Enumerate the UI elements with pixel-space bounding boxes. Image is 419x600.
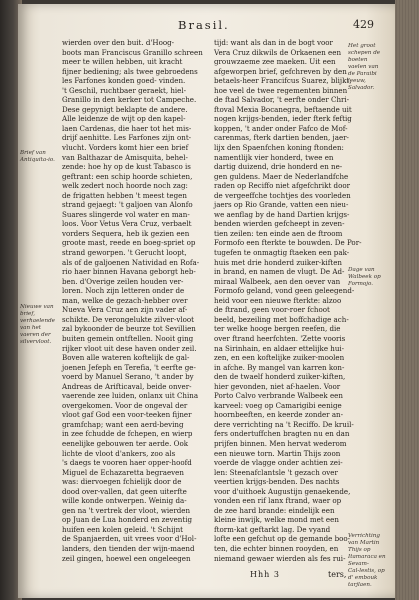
text-line: Formofo geland, vond geen geleegend- [214, 286, 355, 296]
text-line: miraal Walbeek, aen den oever van [214, 276, 341, 286]
text-line: man, welke de gezach-hebber over [62, 295, 188, 305]
text-line: dere verrichting na 't Reciffo. De kruil- [214, 419, 354, 429]
text-line: betaels-heer Francifcus Suarez, blijkt, [214, 76, 352, 86]
text-line: carenmas, fterk dartien benden, jaer- [214, 133, 349, 143]
text-line: zeil gingen, hoewel een ongeleegen [62, 553, 191, 563]
text-line: karveel: voeg op Camarigibi eenige [214, 400, 342, 410]
text-line: tijd: want als dan in de bogt voor [214, 38, 333, 47]
text-line: strand gejaegt: 't galjoen van Alonfo [62, 200, 193, 210]
text-line: ten, die echter binnen rooyden, en [214, 543, 339, 553]
text-line: joenen Jefeph en Terefia, 't eerfte ge- [62, 362, 196, 372]
text-line: in afche. By mangel van karren kon- [214, 362, 345, 372]
text-line: in zee fchudde de fchepen, en wierp [62, 429, 193, 439]
text-line: namentlijk vier honderd, twee en [214, 152, 334, 162]
text-line: de ftad Salvador, 't eerfte onder Chri- [214, 95, 350, 105]
text-line: strand geworpen. 't Gerucht loopt, [62, 248, 187, 258]
text-line: vloot gaf God een voor-teeken fijner [62, 410, 192, 420]
text-line: ftoval Mexia Bocanegra, beftaende uit [214, 104, 352, 114]
text-line: van Balthazar de Amisquita, behel- [62, 152, 188, 162]
margin-note-left-1: Brief van Antiquita‑io. [20, 150, 55, 163]
text-line: 's daegs te vooren haer opper-hoofd [62, 458, 192, 468]
text-line: Suares slingerde vol water en man- [62, 209, 190, 219]
text-line: den de twaelf honderd zuiker-kiften, [214, 372, 346, 382]
text-line: fijner bediening; als twee gebroedens [62, 66, 198, 76]
text-line: veertien krijgs-benden. Des nachts [214, 477, 340, 487]
text-line: les Farfones konden goed- vinden. [62, 76, 186, 86]
text-line: dartig duizend, drie honderd en ne- [214, 162, 343, 172]
text-line: Dese gepynigt beklapte de andere. [62, 104, 188, 114]
text-line: vonden een rif lanx ftrand, waer op [214, 496, 342, 506]
text-line: Miguel de Echazaretta begraeven [62, 467, 184, 477]
text-line: welk zedert noch hoorde noch zag: [62, 181, 188, 191]
text-line: Vera Cruz dikwils de Orkaenen een [214, 47, 342, 57]
text-line: koppen, 't ander onder Fafco de Mof- [214, 123, 348, 133]
text-line: ftorm-kat geftarkt lag. De vyand [214, 524, 331, 534]
text-column-right [214, 38, 362, 563]
text-line: was: diervoegen fchielijk door de [62, 477, 182, 487]
text-line: huifen een kolen geleid. 't Schijnt [62, 524, 184, 534]
text-line: niemand gewaer wierden als fes rui- [214, 553, 346, 563]
book-page [18, 4, 396, 598]
text-column-left [62, 38, 203, 563]
text-line: prijfen binnen. Men hervat wederom [214, 438, 347, 448]
margin-note-right-1: Het groot schepen de boeten vaelen van de Paraibi leeuw, Salvador. [348, 43, 381, 91]
text-line: als of de galjoenen Natividad en Rofa- [62, 257, 200, 267]
margin-note-left-2: Nieuwe van brief, verhaelende van het vaeren der silvervloot. [20, 304, 55, 345]
text-line: nogen krijgs-benden, ieder fterk feftig [214, 114, 352, 124]
text-line: voerde de vlagge onder achtien zei- [214, 458, 343, 468]
text-line: vaerende zee luiden, onlanx uit China [62, 391, 199, 401]
text-line: Nueva Vera Cruz aen zijn vader af- [62, 305, 188, 315]
text-line: de zee hard brande: eindelijk een [214, 505, 335, 515]
text-line: Boven alle wateren koftelijk de gal- [62, 353, 190, 363]
text-line: zen, en een koftelijke zuiker-moolen [214, 353, 345, 363]
text-line: gen na 't vertrek der vloot, wierden [62, 505, 191, 515]
text-line: vlucht. Vorders komt hier een brief [62, 143, 189, 153]
text-line: hoe veel de twee regementen binnen [214, 85, 348, 95]
text-line: lijx den Spaenfchen koning ftonden: [214, 143, 344, 153]
text-line: schikte. De verongelukte zilver-vloot [62, 314, 194, 324]
text-line: zende: hoe hy op de kust Tabasco is [62, 162, 191, 172]
text-line: ter welke hooge bergen reefen, die [214, 324, 341, 334]
text-line: hier gevonden, niet af-haelen. Voor [214, 381, 341, 391]
text-line: Granillo in den kerker tot Campeche. [62, 95, 197, 105]
text-line: zal bykoonder de beurze tot Sevillien [62, 324, 196, 334]
running-title: Brasil. [178, 18, 230, 32]
text-line: Formofo een fterkte te bouwden. De Por- [214, 238, 362, 248]
text-line: fers ondertuffchen bragten nu en dan [214, 429, 350, 439]
text-line: meer te willen hebben, uit kracht [62, 57, 183, 67]
signature-mark: Hhh 3 [250, 570, 280, 579]
text-line: Andreas de Arifticaval, beide onver- [62, 381, 192, 391]
text-line: loos. Voor Vetus Vera Cruz, verbaelt [62, 219, 192, 229]
text-line: wille konde ontwerpen. Weinig da- [62, 496, 187, 506]
catchword: ters, [328, 570, 347, 579]
text-line: Porto Calvo verbrande Walbeek een [214, 391, 343, 401]
page-footer [18, 570, 396, 584]
text-line: vorders Sequera, heb ik gezien een [62, 228, 190, 238]
margin-note-right-2: Dage van Walbeek op Formojo. [348, 267, 381, 287]
text-line: eenelijke gebouwen ter aerde. Ook [62, 438, 189, 448]
text-line: in brand, en namen de vlugt. De Ad- [214, 267, 345, 277]
text-line: een nieuwe torn. Martin Thijs zoon [214, 448, 341, 458]
text-line: tugefen te onmagtig ftaeken een pak- [214, 248, 350, 258]
page-number: 429 [353, 18, 374, 31]
text-line: loren. Noch zijn letteren onder de [62, 286, 185, 296]
text-line: gen guldens. Maer de Nederlandfche [214, 171, 349, 181]
text-line: len: Steenafclantsle 't gezach over [214, 467, 338, 477]
text-line: de vergeeffche tochtjes des voorleden [214, 190, 351, 200]
text-line: de ftrand, geen voor-roer fchoot [214, 305, 330, 315]
text-line: hoornbeeften, en keerde zonder an- [214, 410, 344, 420]
text-line: de frigatten hebben 't meest tegen [62, 190, 187, 200]
text-line: benden wierden gefcheept in zeven- [214, 219, 345, 229]
text-line: over ftrand heerfchten. 'Zette vooris [214, 333, 346, 343]
text-line: voerd by Manuel Serano, 't ander by [62, 372, 194, 382]
text-line: rijker vloot uit dese haven onder zeil. [62, 343, 197, 353]
text-line: overgekomen. Voor de ongeval der [62, 400, 188, 410]
text-line: wierden over den buit. d'Hoog- [62, 38, 175, 47]
text-line: landers, den tienden der wijn-maend [62, 543, 195, 553]
text-line: lofte een gefchut op de gemande boo- [214, 534, 351, 544]
page-edges [395, 0, 419, 600]
text-line: groote mast, reede en boeg-spriet op [62, 238, 196, 248]
text-line: dood over-vallen, dat geen uiterfte [62, 486, 187, 496]
text-line: raden op Reciffo niet afgefchrikt door [214, 181, 351, 191]
text-line: laen Cardenas, die haer tot het mis- [62, 123, 192, 133]
text-line: heid voor een nieuwe fterkte: alzoo [214, 295, 342, 305]
text-line: beeld, bezeiling met boffchadige ach- [214, 314, 349, 324]
text-line: rio haer binnen Havana geborgt heb- [62, 267, 196, 277]
text-line: na Sirinhain, en aldaer ettelijke hui- [214, 343, 345, 353]
text-line: Alle leidenze de wijt op den kapel- [62, 114, 186, 124]
text-line: boots man Franciscus Granillo schreen [62, 47, 203, 57]
text-line: 't Geschil, ruchtbaer geraekt, hiel- [62, 85, 187, 95]
text-line: lichte de vloot d'ankers, zoo als [62, 448, 176, 458]
text-line: drijf aenhitte. Les Farfones zijn ont- [62, 133, 192, 143]
text-line: kleine inwijk, welke mond met een [214, 515, 339, 525]
text-line: de Spanjaerden, uit vrees voor d'Hol- [62, 534, 197, 544]
text-line: geftrant: een schip hoorde schieten, [62, 171, 193, 181]
text-line: we aenflag by de hand Dartien krijgs- [214, 209, 350, 219]
text-line: ben. d'Overige zeilen houden ver- [62, 276, 184, 286]
text-line: afgeworpen brief, gefchreven by den [214, 66, 347, 76]
text-line: huis met drie honderd zuiker-kiften [214, 257, 342, 267]
text-line: grouwzaeme zee maeken. Uit een [214, 57, 336, 67]
text-line: jaers op Rio Grande, vatten een nieu- [214, 200, 349, 210]
text-line: buiten gemein ontftellen. Nooit ging [62, 333, 194, 343]
text-line: op Juan de Lua honderd en zeventig [62, 515, 193, 525]
text-line: voor d'uithoek Augustijn genaekende, [214, 486, 351, 496]
margin-note-right-3: Verrichting van Martin Thijs op Itamaraca en Sevam-Cal‑lestis, op d' embouk tarjlaen. [348, 533, 386, 588]
text-line: gramfchap; want een aerd-beving [62, 419, 184, 429]
text-line: tien zeilen: ten einde aen de ftroom [214, 228, 343, 238]
